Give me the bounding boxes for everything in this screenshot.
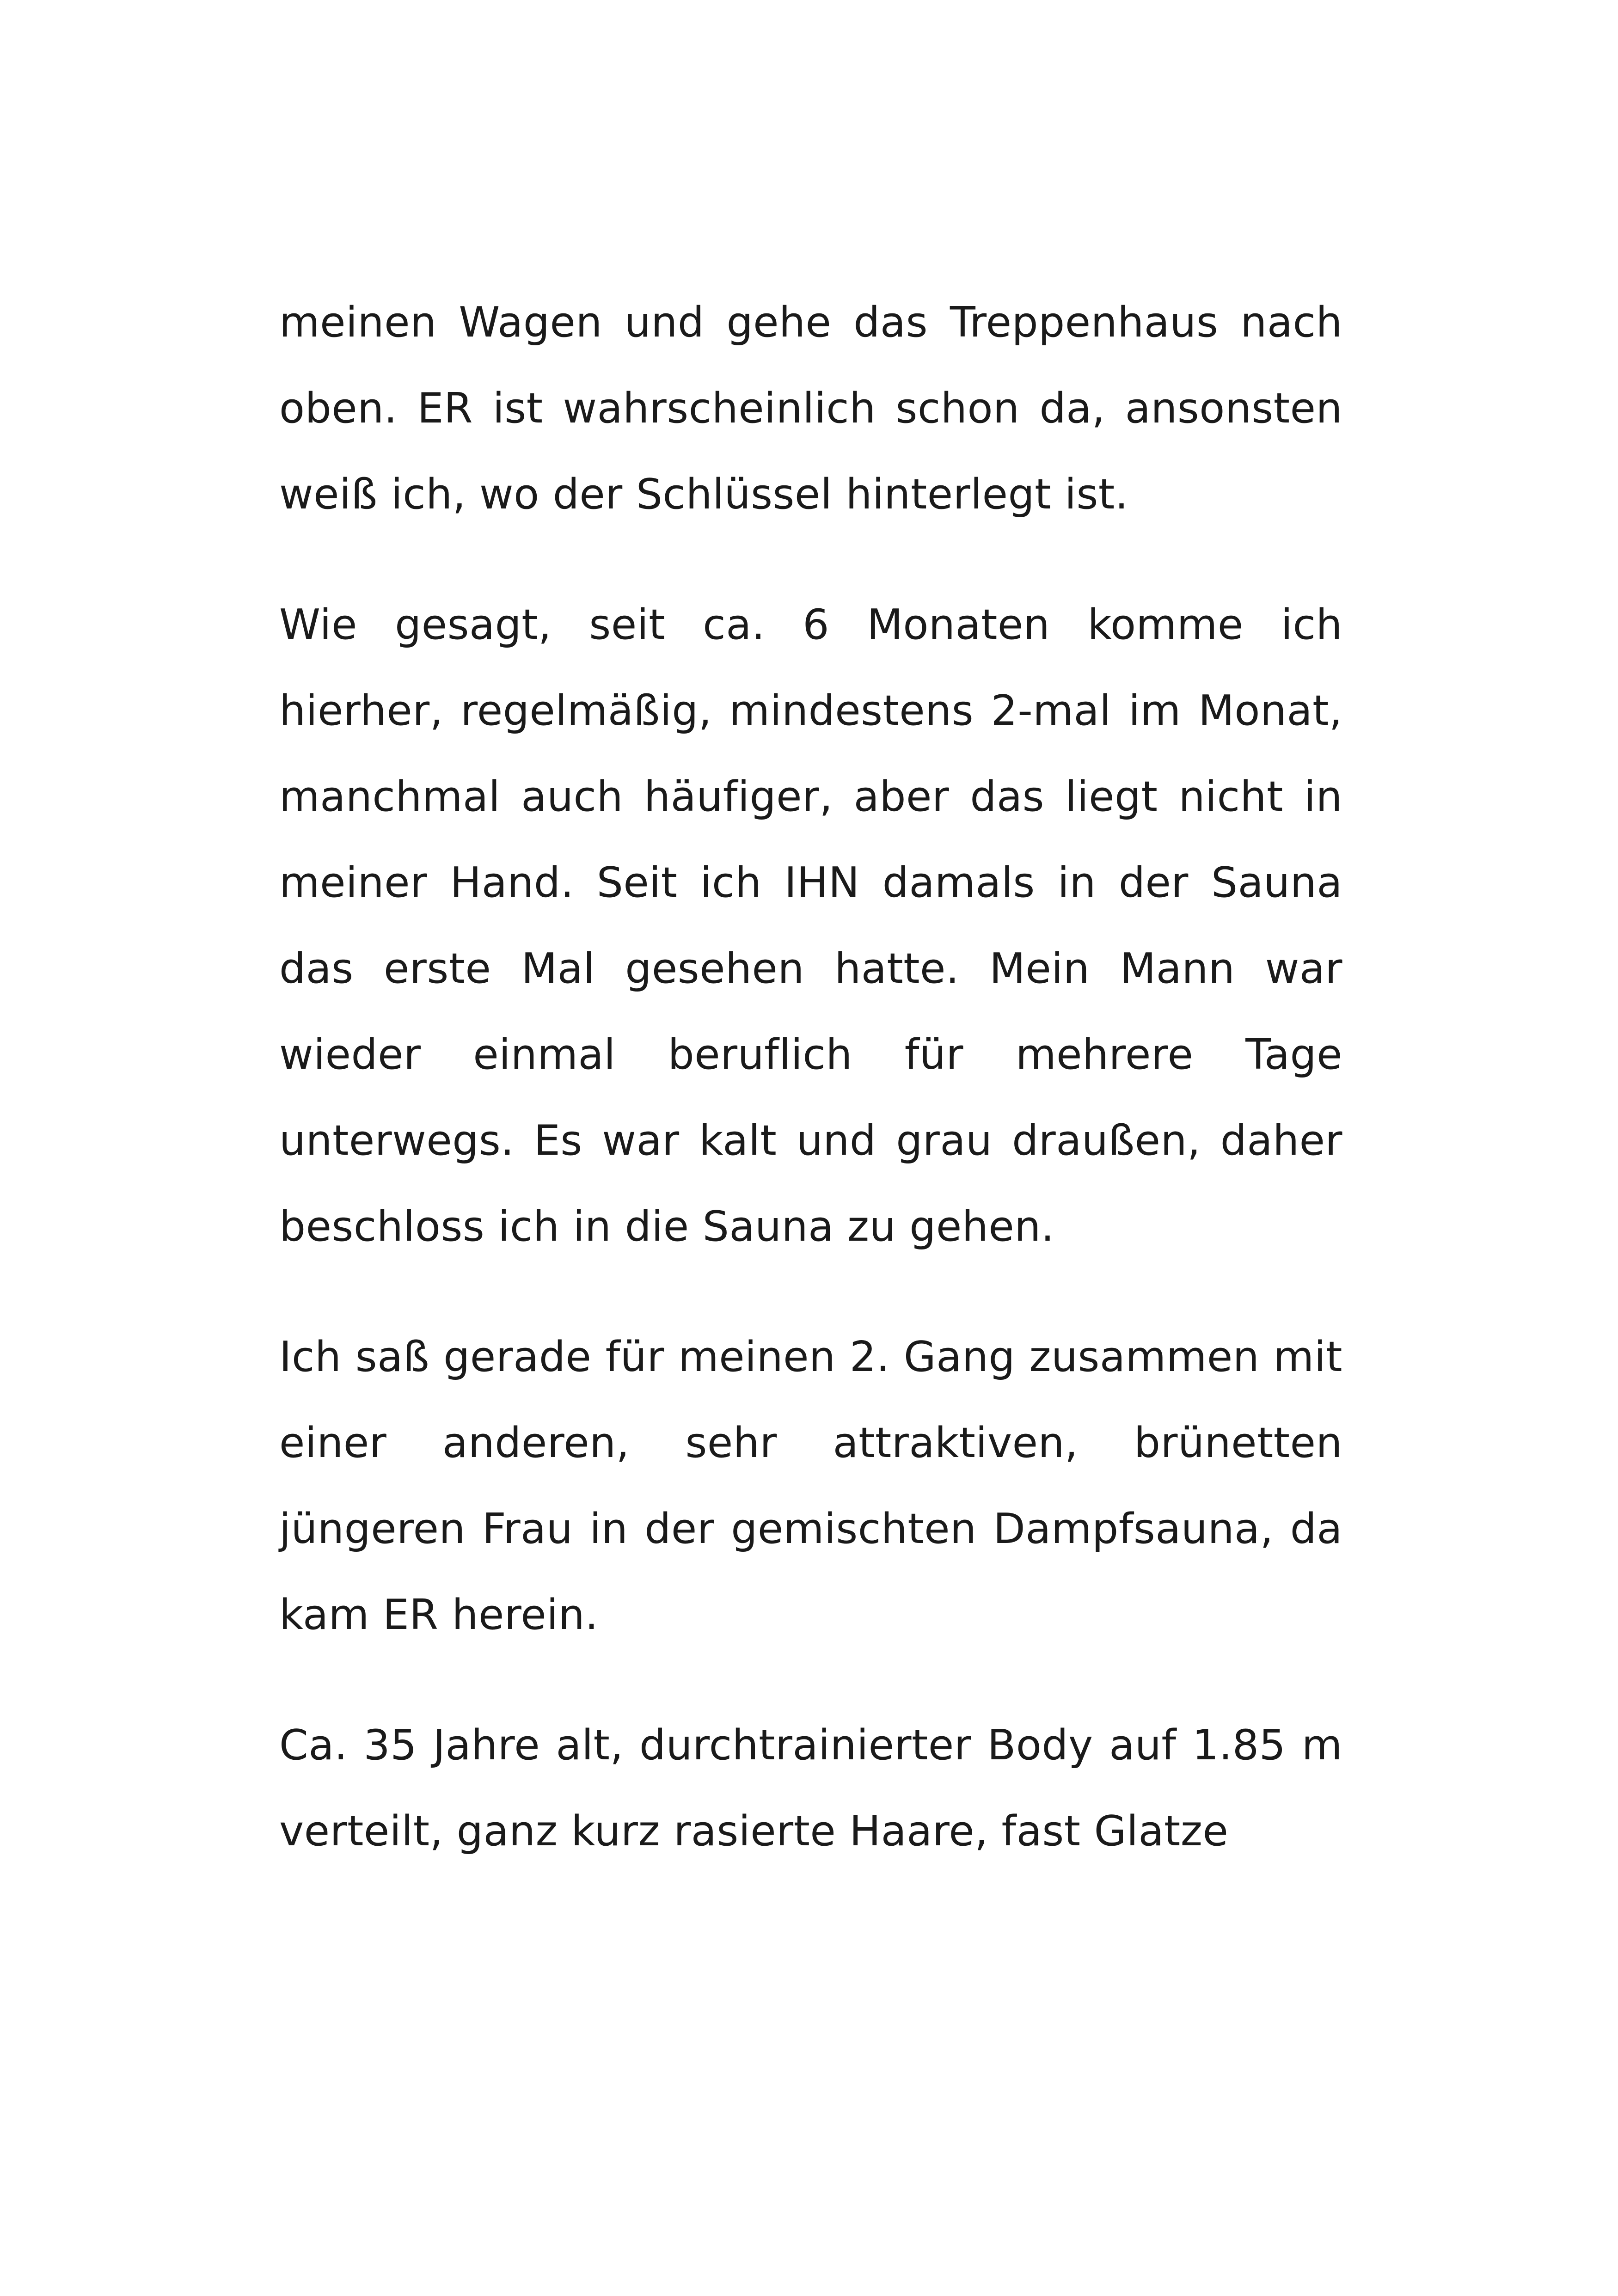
paragraph-3: Ich saß gerade für meinen 2. Gang zusammen mit einer anderen, sehr attraktiven, brünetten jüngeren Frau in der gemischten Dampfsauna, da kam ER herein. bbox=[279, 1333, 1342, 1639]
paragraph-2: Wie gesagt, seit ca. 6 Monaten komme ich hierher, regelmäßig, mindestens 2-mal im Monat, manchmal auch häufiger, aber das liegt nicht in meiner Hand. Seit ich IHN damals in der Sauna das erste Mal gesehen hatte. Mein Mann war wieder einmal beruflich für mehrere Tage unterwegs. Es war kalt und grau draußen, daher beschloss ich in die Sauna zu gehen. bbox=[279, 600, 1342, 1251]
paragraph-4: Ca. 35 Jahre alt, durchtrainierter Body auf 1.85 m verteilt, ganz kurz rasierte Haare, fast Glatze bbox=[279, 1721, 1342, 1855]
paragraph-1: meinen Wagen und gehe das Treppenhaus nach oben. ER ist wahrscheinlich schon da, ansonsten weiß ich, wo der Schlüssel hinterlegt ist. bbox=[279, 298, 1342, 519]
body-text bbox=[279, 280, 1342, 1874]
